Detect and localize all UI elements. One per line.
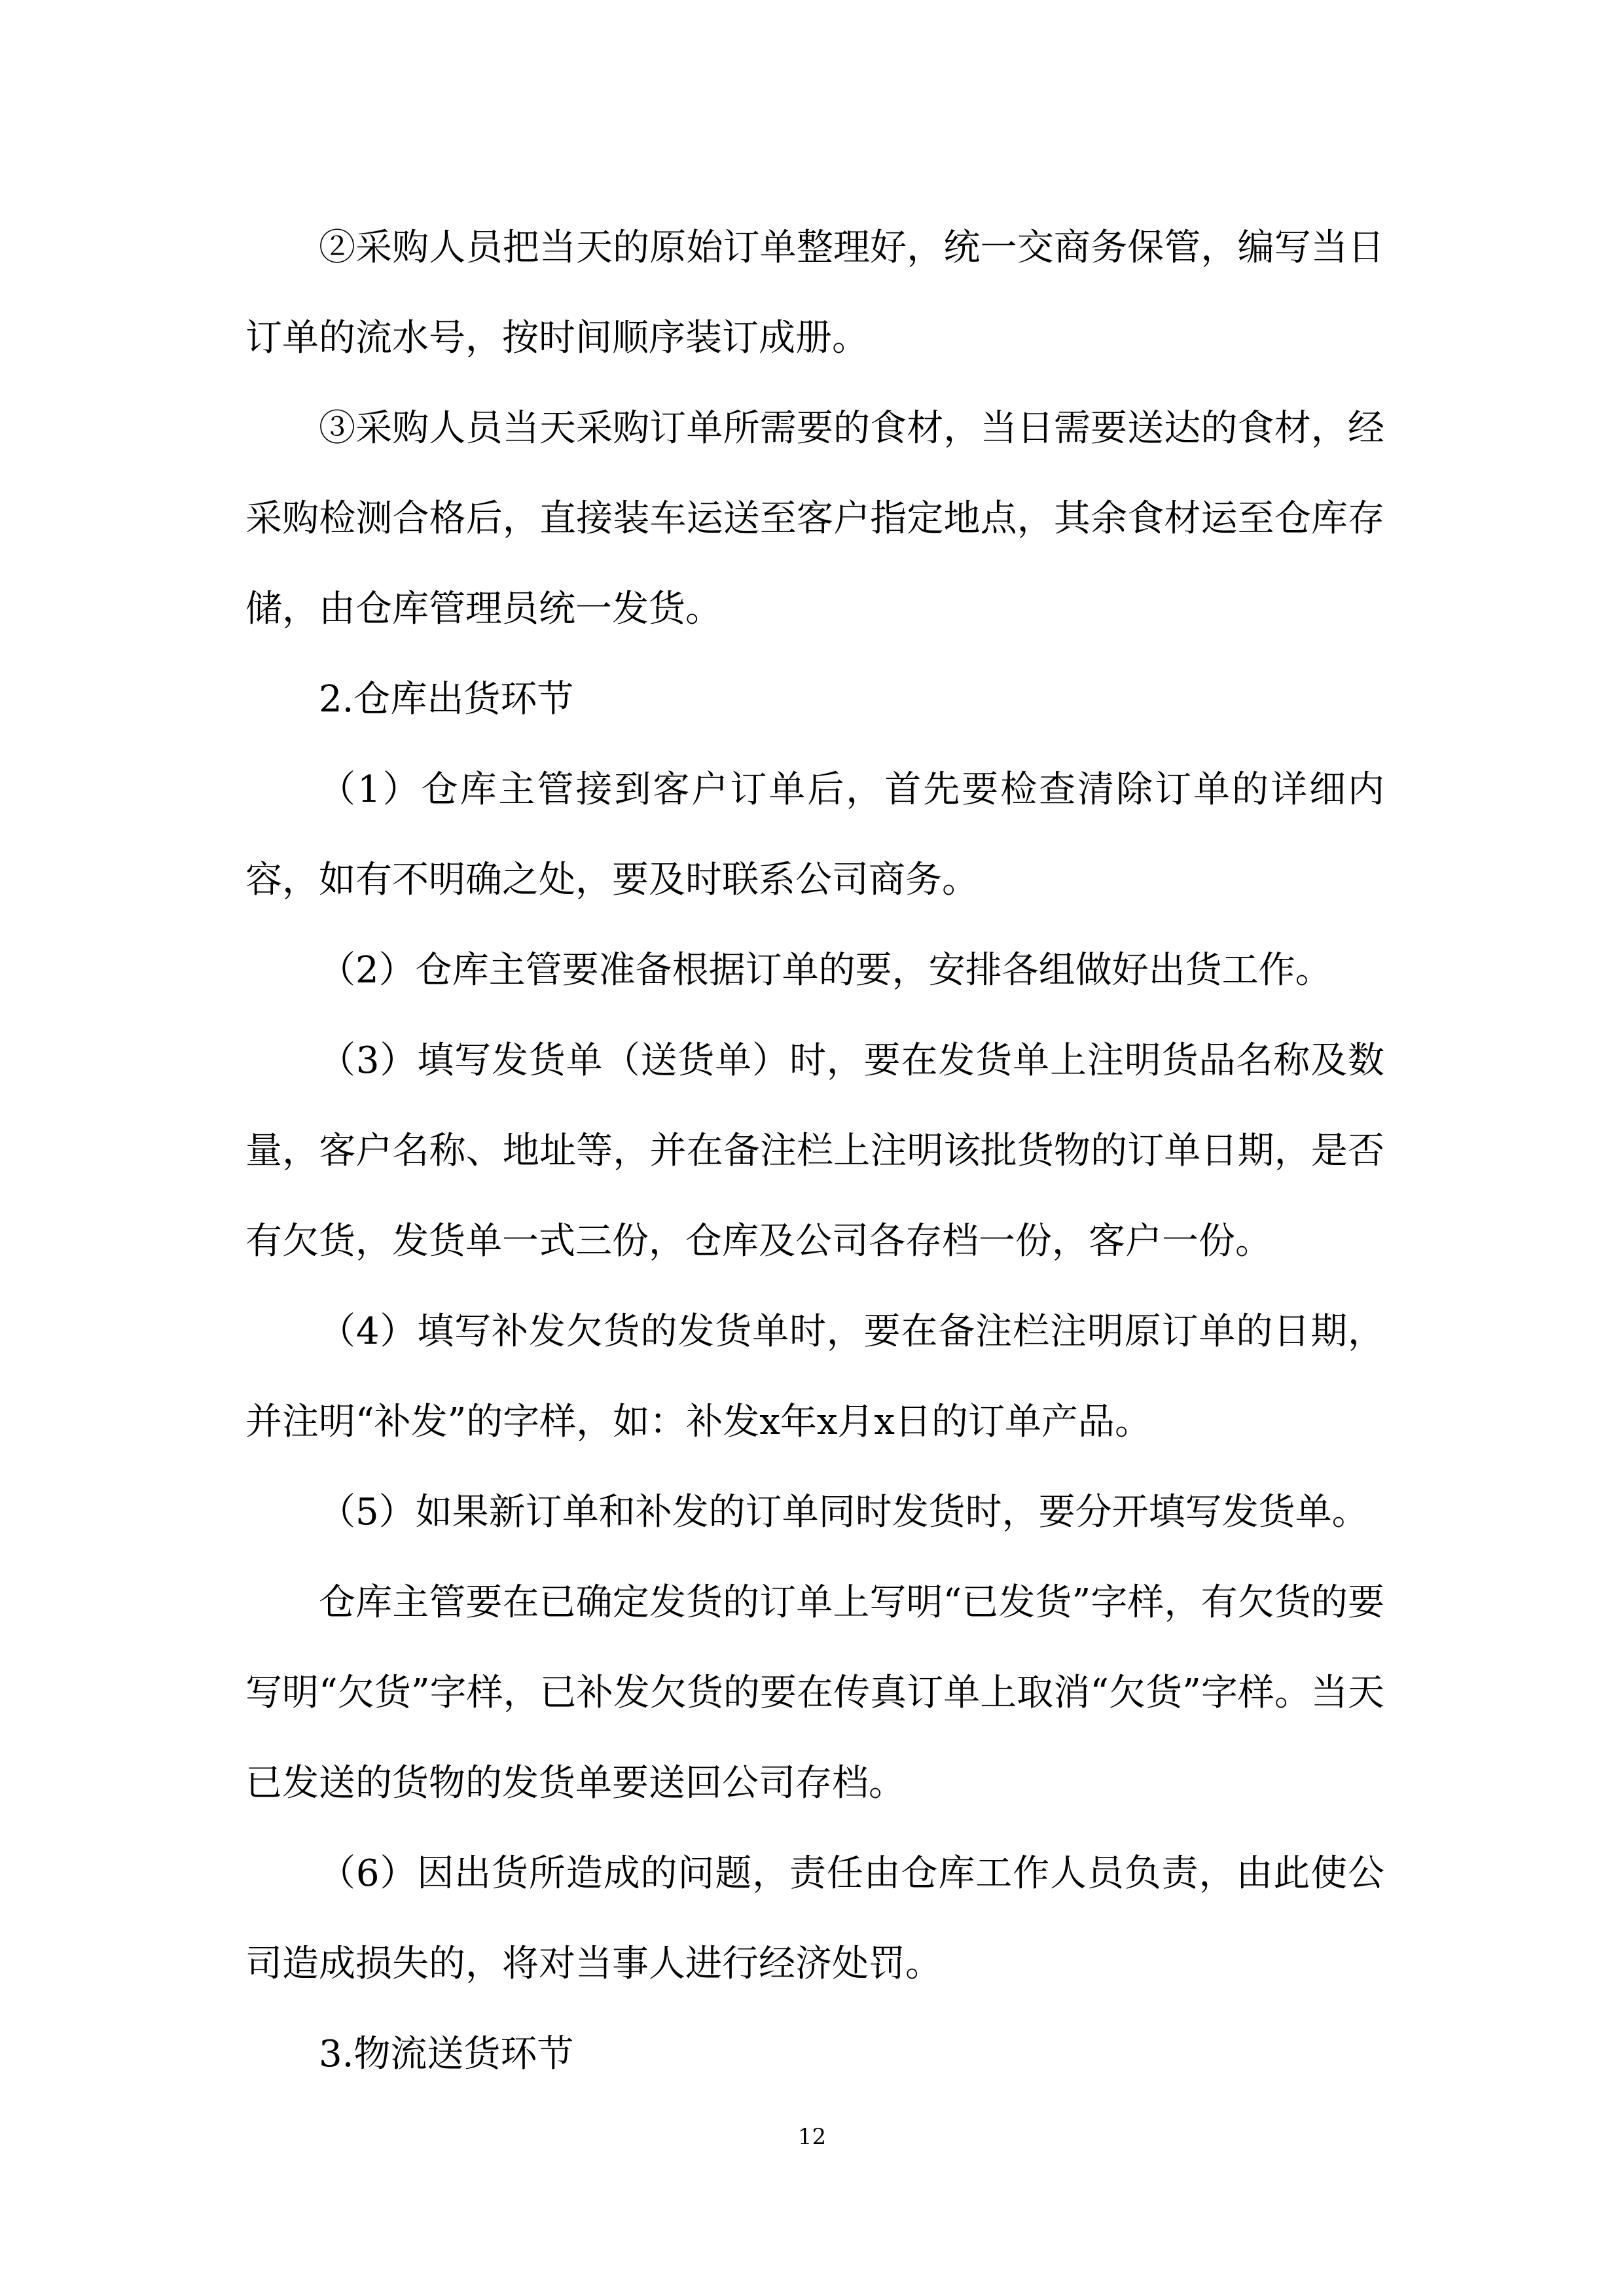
- paragraph-procurement-archive: ②采购人员把当天的原始订单整理好，统一交商务保管，编写当日订单的流水号，按时间顺序装订成册。: [245, 226, 1384, 359]
- paragraph-item-3: （3）填写发货单（送货单）时，要在发货单上注明货品名称及数量，客户名称、地址等，并在备注栏上注明该批货物的订单日期，是否有欠货，发货单一式三份，仓库及公司各存档一份，客户一份。: [245, 1039, 1384, 1263]
- paragraph-shipping-marking: 仓库主管要在已确定发货的订单上写明“已发货”字样，有欠货的要写明“欠货”字样，已补发欠货的要在传真订单上取消“欠货”字样。当天已发送的货物的发货单要送回公司存档。: [245, 1581, 1384, 1804]
- paragraph-procurement-delivery: ③采购人员当天采购订单所需要的食材，当日需要送达的食材，经采购检测合格后，直接装车运送至客户指定地点，其余食材运至仓库存储，由仓库管理员统一发货。: [245, 407, 1384, 630]
- paragraph-item-5: （5）如果新订单和补发的订单同时发货时，要分开填写发货单。: [319, 1491, 1369, 1534]
- section-heading-warehouse-shipping: 2.仓库出货环节: [319, 678, 574, 721]
- page-number: 12: [797, 2124, 827, 2150]
- section-heading-logistics-delivery: 3.物流送货环节: [319, 2033, 574, 2075]
- paragraph-item-4: （4）填写补发欠货的发货单时，要在备注栏注明原订单的日期，并注明“补发”的字样，如：补发x年x月x日的订单产品。: [245, 1310, 1384, 1443]
- paragraph-item-1: （1）仓库主管接到客户订单后，首先要检查清除订单的详细内容，如有不明确之处，要及时联系公司商务。: [245, 768, 1384, 901]
- document-body: [245, 203, 1384, 2100]
- paragraph-item-2: （2）仓库主管要准备根据订单的要，安排各组做好出货工作。: [319, 949, 1332, 992]
- paragraph-item-6: （6）因出货所造成的问题，责任由仓库工作人员负责，由此使公司造成损失的，将对当事人进行经济处罚。: [245, 1852, 1384, 1985]
